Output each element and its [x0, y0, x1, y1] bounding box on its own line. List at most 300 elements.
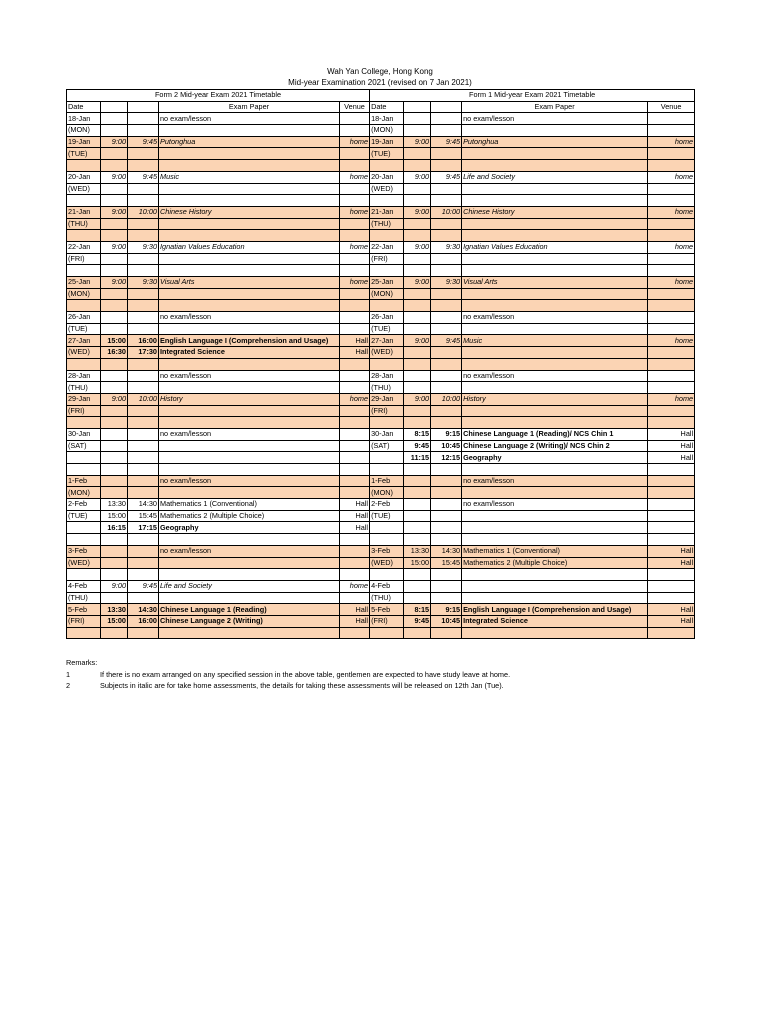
remark-text: Subjects in italic are for take home assessments, the details for taking these assessments will be released on 12th Jan (Tue).	[100, 681, 504, 690]
form2-exam-paper-cell: Life and Society	[159, 580, 340, 592]
table-group-header-row	[67, 90, 695, 102]
form1-start-time-cell: 9:00	[404, 335, 431, 347]
form2-exam-paper-cell: Music	[159, 171, 340, 183]
form2-end-time-cell	[128, 253, 159, 265]
form1-exam-paper-cell: Ignatian Values Education	[462, 241, 648, 253]
form2-venue-cell	[340, 487, 370, 499]
form1-date-cell: 25-Jan	[370, 277, 404, 289]
form2-start-time-cell: 13:30	[101, 604, 128, 616]
form1-end-time-cell	[431, 323, 462, 335]
form2-exam-paper-cell: Chinese Language 2 (Writing)	[159, 615, 340, 627]
form1-date-cell	[370, 522, 404, 534]
table-column-header-row	[67, 101, 695, 113]
form2-end-time-cell: 9:45	[128, 580, 159, 592]
form1-date-cell: (FRI)	[370, 405, 404, 417]
form1-date-cell: 18-Jan	[370, 113, 404, 125]
table-row	[67, 382, 695, 394]
form1-start-time-cell	[404, 499, 431, 511]
form2-venue-cell	[340, 160, 370, 172]
form1-start-time-cell: 9:00	[404, 393, 431, 405]
table-row	[67, 627, 695, 639]
table-row	[67, 557, 695, 569]
table-row	[67, 370, 695, 382]
form2-end-time-cell: 9:30	[128, 277, 159, 289]
form1-end-time-cell: 12:15	[431, 452, 462, 464]
form2-venue-cell	[340, 113, 370, 125]
form2-venue-cell	[340, 417, 370, 429]
form2-exam-paper-cell: Ignatian Values Education	[159, 241, 340, 253]
form2-venue-cell: Hall	[340, 335, 370, 347]
form1-end-time-cell	[431, 487, 462, 499]
form2-start-time-cell: 9:00	[101, 393, 128, 405]
remark-item-1	[66, 669, 510, 681]
table-row	[67, 300, 695, 312]
form2-start-time-cell	[101, 592, 128, 604]
form1-venue-cell	[648, 499, 695, 511]
form1-date-cell	[370, 534, 404, 546]
form1-date-cell	[370, 417, 404, 429]
form1-exam-paper-cell	[462, 569, 648, 581]
form1-venue-cell	[648, 323, 695, 335]
form1-end-time-cell	[431, 148, 462, 160]
form2-exam-paper-cell	[159, 464, 340, 476]
form1-start-time-cell	[404, 160, 431, 172]
form2-exam-paper-cell	[159, 405, 340, 417]
form2-venue-cell: Hall	[340, 347, 370, 359]
form1-start-time-cell: 8:15	[404, 428, 431, 440]
form1-exam-paper-cell	[462, 160, 648, 172]
form2-end-time-cell: 10:00	[128, 206, 159, 218]
form2-end-time-cell: 16:00	[128, 615, 159, 627]
form1-start-time-cell	[404, 347, 431, 359]
form2-end-time-cell	[128, 160, 159, 172]
form2-exam-paper-cell: no exam/lesson	[159, 475, 340, 487]
form2-exam-paper-cell	[159, 300, 340, 312]
form1-venue-cell	[648, 125, 695, 137]
form2-date-cell	[67, 265, 101, 277]
form2-date-cell	[67, 522, 101, 534]
form1-date-cell: (TUE)	[370, 148, 404, 160]
form2-venue-cell	[340, 452, 370, 464]
form2-exam-paper-cell: Mathematics 1 (Conventional)	[159, 499, 340, 511]
form2-start-time-cell	[101, 323, 128, 335]
form2-end-time-cell: 14:30	[128, 604, 159, 616]
form1-start-time-cell	[404, 358, 431, 370]
form2-header: Form 2 Mid-year Exam 2021 Timetable	[67, 90, 370, 102]
form2-end-time-cell	[128, 195, 159, 207]
form1-venue-cell	[648, 370, 695, 382]
form2-date-cell: 26-Jan	[67, 312, 101, 324]
form2-end-time-cell: 9:30	[128, 241, 159, 253]
form1-end-time-cell	[431, 382, 462, 394]
form1-date-cell: 3-Feb	[370, 545, 404, 557]
form2-exam-paper-cell	[159, 323, 340, 335]
table-row	[67, 347, 695, 359]
form2-exam-paper-cell: Geography	[159, 522, 340, 534]
form2-venue-cell	[340, 300, 370, 312]
form1-exam-paper-cell	[462, 253, 648, 265]
table-row	[67, 323, 695, 335]
form2-venue-cell	[340, 405, 370, 417]
form1-exam-paper-cell	[462, 195, 648, 207]
form2-date-cell	[67, 452, 101, 464]
form2-exam-paper-cell	[159, 534, 340, 546]
form1-exam-paper-cell	[462, 405, 648, 417]
form1-end-time-cell: 10:00	[431, 206, 462, 218]
table-row	[67, 183, 695, 195]
form2-start-time-cell	[101, 370, 128, 382]
table-row	[67, 206, 695, 218]
form1-date-cell: 20-Jan	[370, 171, 404, 183]
form1-end-time-cell	[431, 160, 462, 172]
form2-venue-header: Venue	[340, 101, 370, 113]
form2-start-time-cell	[101, 218, 128, 230]
table-row	[67, 136, 695, 148]
table-row	[67, 499, 695, 511]
form1-start-time-cell: 13:30	[404, 545, 431, 557]
form2-venue-cell	[340, 148, 370, 160]
form1-end-time-cell: 9:30	[431, 241, 462, 253]
form1-venue-header: Venue	[648, 101, 695, 113]
form1-venue-cell: home	[648, 277, 695, 289]
table-row	[67, 312, 695, 324]
form1-date-header: Date	[370, 101, 404, 113]
form2-end-time-cell: 17:30	[128, 347, 159, 359]
form1-exam-paper-cell	[462, 487, 648, 499]
form2-date-cell: (FRI)	[67, 405, 101, 417]
form2-venue-cell	[340, 218, 370, 230]
form1-date-cell: 2-Feb	[370, 499, 404, 511]
form2-exam-paper-cell	[159, 218, 340, 230]
form1-venue-cell	[648, 288, 695, 300]
form1-date-cell	[370, 358, 404, 370]
table-row	[67, 452, 695, 464]
form2-end-time-cell	[128, 569, 159, 581]
form1-start-time-cell: 9:45	[404, 440, 431, 452]
form2-venue-cell	[340, 125, 370, 137]
form1-end-header	[431, 101, 462, 113]
form2-start-time-cell: 9:00	[101, 206, 128, 218]
form2-start-time-cell	[101, 627, 128, 639]
form1-date-cell: (FRI)	[370, 615, 404, 627]
form1-end-time-cell	[431, 627, 462, 639]
form1-exam-paper-cell	[462, 522, 648, 534]
form1-end-time-cell: 9:45	[431, 136, 462, 148]
form2-venue-cell	[340, 428, 370, 440]
form2-venue-cell	[340, 195, 370, 207]
form2-end-time-cell: 9:45	[128, 171, 159, 183]
form2-date-cell: 21-Jan	[67, 206, 101, 218]
form1-end-time-cell	[431, 592, 462, 604]
form2-end-time-cell	[128, 440, 159, 452]
form1-start-time-cell	[404, 265, 431, 277]
form2-date-cell: 20-Jan	[67, 171, 101, 183]
form2-venue-cell	[340, 312, 370, 324]
form2-end-time-cell: 17:15	[128, 522, 159, 534]
form1-end-time-cell	[431, 580, 462, 592]
form2-date-cell: (WED)	[67, 347, 101, 359]
form1-exam-paper-cell	[462, 417, 648, 429]
form2-start-time-cell: 16:15	[101, 522, 128, 534]
form1-exam-paper-cell: Chinese Language 2 (Writing)/ NCS Chin 2	[462, 440, 648, 452]
remark-number: 1	[66, 669, 71, 679]
form2-date-cell: 19-Jan	[67, 136, 101, 148]
form1-venue-cell	[648, 522, 695, 534]
form2-date-cell	[67, 417, 101, 429]
form1-date-cell: 26-Jan	[370, 312, 404, 324]
form1-exam-paper-cell: no exam/lesson	[462, 475, 648, 487]
form1-end-time-cell	[431, 312, 462, 324]
form2-venue-cell	[340, 545, 370, 557]
form1-date-cell: (FRI)	[370, 253, 404, 265]
form1-date-cell: (TUE)	[370, 510, 404, 522]
timetable	[66, 89, 695, 639]
form1-exam-paper-cell: Music	[462, 335, 648, 347]
form1-venue-cell	[648, 382, 695, 394]
form1-date-cell	[370, 452, 404, 464]
form1-end-time-cell	[431, 253, 462, 265]
form1-exam-paper-cell	[462, 230, 648, 242]
form2-start-time-cell	[101, 160, 128, 172]
form1-date-cell: (MON)	[370, 487, 404, 499]
form1-start-time-cell	[404, 253, 431, 265]
form1-start-time-cell	[404, 569, 431, 581]
form2-end-time-cell	[128, 487, 159, 499]
form1-date-cell	[370, 464, 404, 476]
form2-end-time-cell: 10:00	[128, 393, 159, 405]
form1-exam-paper-cell: Integrated Science	[462, 615, 648, 627]
form2-start-time-cell	[101, 475, 128, 487]
form2-start-time-cell	[101, 452, 128, 464]
form2-start-time-cell	[101, 253, 128, 265]
form1-venue-cell	[648, 312, 695, 324]
form1-venue-cell	[648, 569, 695, 581]
form1-date-cell: (WED)	[370, 183, 404, 195]
form2-date-cell	[67, 627, 101, 639]
form1-venue-cell: Hall	[648, 545, 695, 557]
table-row	[67, 545, 695, 557]
table-row	[67, 218, 695, 230]
form1-start-time-cell	[404, 312, 431, 324]
form2-end-time-cell	[128, 300, 159, 312]
form2-date-cell: (MON)	[67, 288, 101, 300]
form1-date-cell: 27-Jan	[370, 335, 404, 347]
form2-end-time-cell	[128, 358, 159, 370]
form1-exam-paper-cell	[462, 534, 648, 546]
remark-text: If there is no exam arranged on any specified session in the above table, gentlemen are expected to have study leave at home.	[100, 669, 511, 679]
form2-start-time-cell: 9:00	[101, 171, 128, 183]
form1-start-time-cell: 9:00	[404, 136, 431, 148]
form2-paper-header: Exam Paper	[159, 101, 340, 113]
form2-start-time-cell	[101, 148, 128, 160]
form2-exam-paper-cell	[159, 487, 340, 499]
form2-exam-paper-cell: no exam/lesson	[159, 428, 340, 440]
form2-exam-paper-cell: English Language I (Comprehension and Usage)	[159, 335, 340, 347]
form1-date-cell: 5-Feb	[370, 604, 404, 616]
form1-exam-paper-cell: Mathematics 2 (Multiple Choice)	[462, 557, 648, 569]
form2-end-time-cell	[128, 288, 159, 300]
form2-start-time-cell	[101, 288, 128, 300]
form2-start-time-cell: 9:00	[101, 241, 128, 253]
form2-date-cell: 18-Jan	[67, 113, 101, 125]
form2-exam-paper-cell	[159, 627, 340, 639]
form1-venue-cell: Hall	[648, 428, 695, 440]
form1-end-time-cell	[431, 288, 462, 300]
table-row	[67, 440, 695, 452]
form1-end-time-cell: 9:15	[431, 428, 462, 440]
form2-start-time-cell: 9:00	[101, 277, 128, 289]
form1-date-cell	[370, 300, 404, 312]
form1-date-cell: 1-Feb	[370, 475, 404, 487]
form1-end-time-cell	[431, 370, 462, 382]
form2-start-time-cell	[101, 195, 128, 207]
form2-venue-cell: Hall	[340, 522, 370, 534]
form2-venue-cell: home	[340, 580, 370, 592]
table-row	[67, 464, 695, 476]
form2-start-time-cell	[101, 382, 128, 394]
form1-venue-cell: home	[648, 393, 695, 405]
form2-exam-paper-cell	[159, 557, 340, 569]
form2-venue-cell: Hall	[340, 604, 370, 616]
form1-start-time-cell: 8:15	[404, 604, 431, 616]
form1-start-time-cell	[404, 580, 431, 592]
form1-paper-header: Exam Paper	[462, 101, 648, 113]
form1-venue-cell	[648, 253, 695, 265]
form2-date-cell	[67, 358, 101, 370]
form1-start-time-cell	[404, 288, 431, 300]
form1-venue-cell	[648, 475, 695, 487]
form2-venue-cell: Hall	[340, 510, 370, 522]
form2-venue-cell: home	[340, 206, 370, 218]
form1-start-time-cell: 15:00	[404, 557, 431, 569]
form2-venue-cell	[340, 382, 370, 394]
form1-venue-cell	[648, 218, 695, 230]
form2-date-cell: (MON)	[67, 125, 101, 137]
form1-start-time-cell	[404, 300, 431, 312]
form1-end-time-cell: 15:45	[431, 557, 462, 569]
form1-start-time-cell	[404, 125, 431, 137]
form2-exam-paper-cell	[159, 195, 340, 207]
form2-start-time-cell: 15:00	[101, 615, 128, 627]
form1-end-time-cell	[431, 534, 462, 546]
form2-end-time-cell	[128, 428, 159, 440]
form1-end-time-cell	[431, 218, 462, 230]
form1-end-time-cell	[431, 195, 462, 207]
form2-end-time-cell	[128, 475, 159, 487]
form1-start-time-cell	[404, 487, 431, 499]
form1-exam-paper-cell	[462, 183, 648, 195]
form1-exam-paper-cell	[462, 580, 648, 592]
form2-exam-paper-cell: History	[159, 393, 340, 405]
form2-end-time-cell	[128, 113, 159, 125]
form1-date-cell: 21-Jan	[370, 206, 404, 218]
form1-exam-paper-cell	[462, 358, 648, 370]
form1-exam-paper-cell: no exam/lesson	[462, 499, 648, 511]
form1-exam-paper-cell	[462, 382, 648, 394]
form1-venue-cell	[648, 487, 695, 499]
form2-date-cell: 28-Jan	[67, 370, 101, 382]
form1-header: Form 1 Mid-year Exam 2021 Timetable	[370, 90, 695, 102]
form2-end-time-cell	[128, 323, 159, 335]
form1-venue-cell: Hall	[648, 604, 695, 616]
form2-exam-paper-cell	[159, 452, 340, 464]
form2-venue-cell	[340, 358, 370, 370]
form2-start-time-cell	[101, 487, 128, 499]
form1-exam-paper-cell: no exam/lesson	[462, 312, 648, 324]
form1-date-cell: (TUE)	[370, 323, 404, 335]
form1-end-time-cell	[431, 347, 462, 359]
form1-start-time-cell	[404, 148, 431, 160]
form1-start-time-cell	[404, 417, 431, 429]
form1-end-time-cell	[431, 405, 462, 417]
form1-exam-paper-cell: Chinese History	[462, 206, 648, 218]
form1-end-time-cell: 9:45	[431, 335, 462, 347]
form1-venue-cell	[648, 347, 695, 359]
form2-start-time-cell	[101, 569, 128, 581]
form1-date-cell: (MON)	[370, 125, 404, 137]
form2-date-cell: 25-Jan	[67, 277, 101, 289]
form2-exam-paper-cell: no exam/lesson	[159, 113, 340, 125]
form1-end-time-cell	[431, 265, 462, 277]
form2-date-cell: (WED)	[67, 557, 101, 569]
form1-date-cell	[370, 160, 404, 172]
form1-exam-paper-cell: no exam/lesson	[462, 113, 648, 125]
form1-venue-cell: home	[648, 206, 695, 218]
form2-exam-paper-cell	[159, 417, 340, 429]
form1-exam-paper-cell: Putonghua	[462, 136, 648, 148]
form2-venue-cell: Hall	[340, 615, 370, 627]
form2-date-cell	[67, 160, 101, 172]
form2-start-time-cell: 13:30	[101, 499, 128, 511]
form1-venue-cell: home	[648, 171, 695, 183]
form2-date-cell: (THU)	[67, 382, 101, 394]
form1-venue-cell	[648, 627, 695, 639]
form1-venue-cell: home	[648, 241, 695, 253]
form2-start-time-cell: 15:00	[101, 335, 128, 347]
form1-start-time-cell	[404, 323, 431, 335]
form1-end-time-cell	[431, 499, 462, 511]
form2-exam-paper-cell: Chinese History	[159, 206, 340, 218]
form2-start-time-cell	[101, 113, 128, 125]
form2-end-time-cell	[128, 627, 159, 639]
form2-date-cell: 22-Jan	[67, 241, 101, 253]
form1-venue-cell: Hall	[648, 440, 695, 452]
form1-venue-cell	[648, 113, 695, 125]
form2-venue-cell	[340, 288, 370, 300]
form2-date-cell: (THU)	[67, 218, 101, 230]
form2-start-time-cell	[101, 428, 128, 440]
form1-venue-cell	[648, 580, 695, 592]
form2-date-cell	[67, 195, 101, 207]
form1-end-time-cell	[431, 475, 462, 487]
form1-exam-paper-cell	[462, 265, 648, 277]
table-row	[67, 160, 695, 172]
form1-venue-cell	[648, 464, 695, 476]
form1-date-cell: 29-Jan	[370, 393, 404, 405]
form2-exam-paper-cell: no exam/lesson	[159, 312, 340, 324]
form2-venue-cell: home	[340, 277, 370, 289]
table-row	[67, 615, 695, 627]
form2-exam-paper-cell	[159, 569, 340, 581]
form1-exam-paper-cell: History	[462, 393, 648, 405]
form2-end-time-cell: 16:00	[128, 335, 159, 347]
table-row	[67, 265, 695, 277]
form1-exam-paper-cell	[462, 510, 648, 522]
form1-end-time-cell	[431, 300, 462, 312]
form2-exam-paper-cell: Putonghua	[159, 136, 340, 148]
form2-start-time-cell: 9:00	[101, 136, 128, 148]
form2-exam-paper-cell	[159, 265, 340, 277]
